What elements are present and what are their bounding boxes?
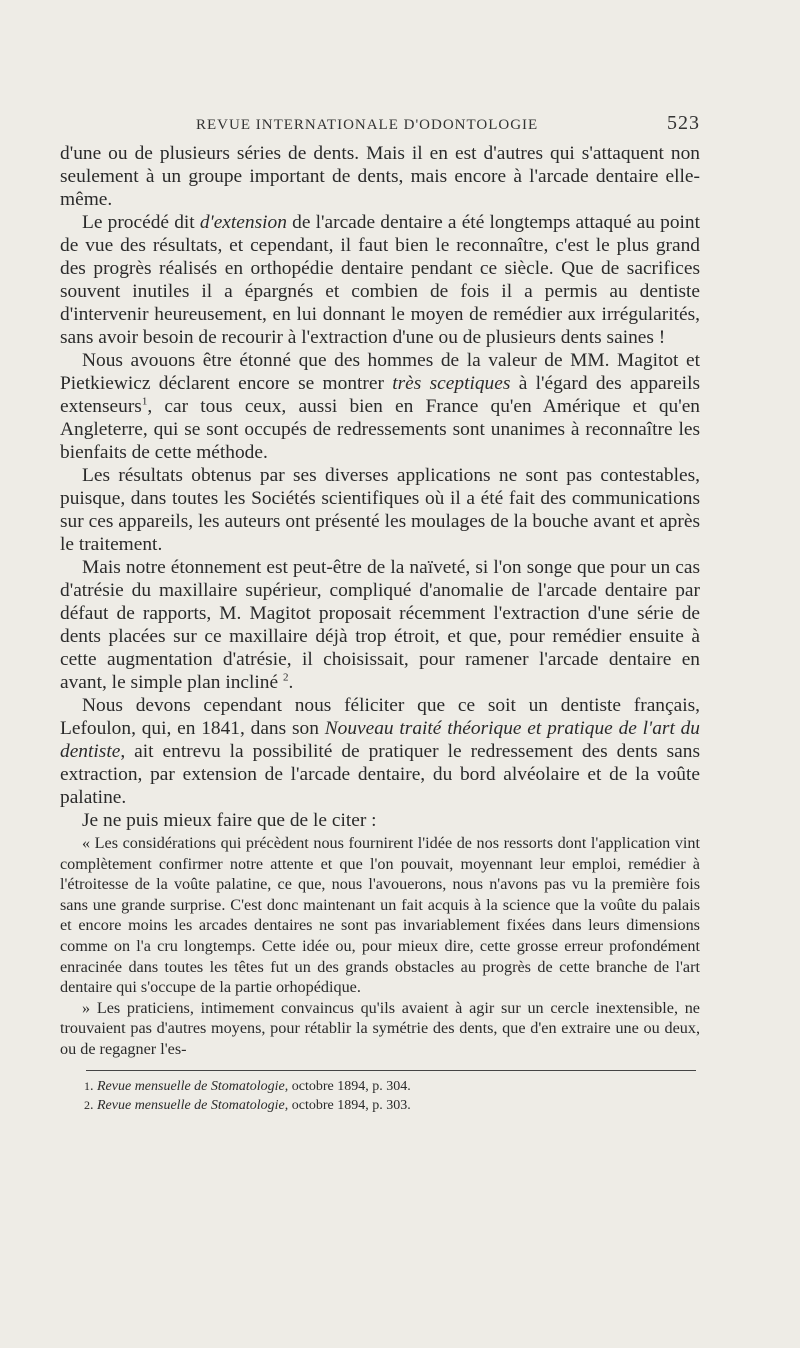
paragraph-5 [60, 556, 700, 694]
block-quote [60, 833, 700, 1060]
paragraph-2-text: Le procédé dit [82, 212, 200, 233]
paragraph-6-italic: Nouveau traité théorique et pratique de l'art du dentiste [60, 718, 701, 762]
quote-paragraph-2: » Les praticiens, intimement convaincus qu'ils avaient à agir sur un cercle inextensible, ne trouvaient pas d'autres moyens, pour rétablir la symétrie des dents, que d'en extraire une ou deux, ou de regagner l'es- [60, 998, 700, 1058]
paragraph-5-text: Mais notre étonnement est peut-être de la naïveté, si l'on songe que pour un cas d'atrésie du maxillaire supérieur, compliqué d'anomalie de l'arcade dentaire par défaut de rapports, M. Magitot proposait récemment l'extraction d'une série de dents placées sur ce maxillaire déjà trop étroit, et que, pour remédier ensuite à cette augmentation d'atrésie, il choisissait, pour ramener l'arcade dentaire en avant, le simple plan incliné [60, 557, 700, 693]
body-text [60, 142, 700, 832]
footnote-ref-1: 1 [141, 395, 148, 408]
paragraph-5-text-end: . [288, 672, 294, 693]
paragraph-6 [60, 694, 700, 809]
footnote-2-marker: 2 [84, 1097, 90, 1112]
footnote-1-marker: 1 [84, 1078, 90, 1093]
paragraph-3-italic: très sceptiques [392, 373, 511, 394]
quote-paragraph-1: « Les considérations qui précèdent nous fournirent l'idée de nos ressorts dont l'application vint complètement confirmer notre attente et que l'on pouvait, moyennant leur emploi, remédier à l'étroitesse de la voûte palatine, ce que, nous l'avouerons, nous n'avons pas vu la première fois sans une grande surprise. C'est donc maintenant un fait acquis à la science que la voûte du palais et encore moins les arcades dentaires ne sont pas invariablement fixées dans leurs dimensions comme on l'a cru longtemps. Cette idée ou, pour mieux dire, cette grosse erreur profondément enracinée dans toutes les têtes fut un des grands obstacles au progrès de cette branche de l'art dentaire qui s'occupe de la partie orhopédique. [60, 834, 700, 997]
paragraph-2-italic: d'extension [199, 212, 287, 233]
paragraph-2 [60, 211, 700, 349]
paragraph-3-text-end: , car tous ceux, aussi bien en France qu'en Amérique et qu'en Angleterre, qui se sont occupés de redressements sont unanimes à reconnaître les bienfaits de cette méthode. [60, 396, 700, 463]
footnote-2-details: , octobre 1894, p. 303. [284, 1097, 411, 1113]
footnote-1: 1. Revue mensuelle de Stomatologie, octobre 1894, p. 304. [84, 1078, 411, 1094]
paragraph-3 [60, 349, 700, 464]
book-page [60, 112, 700, 1115]
paragraph-7: Je ne puis mieux faire que de le citer : [82, 810, 377, 831]
paragraph-3-text-middle: à l'égard des appareils extenseurs [60, 373, 701, 417]
footnote-1-title: Revue mensuelle de Stomatologie [97, 1078, 285, 1094]
paragraph-6-text-end: , ait entrevu la possibilité de pratiquer le redressement des dents sans extraction, par extension de l'arcade dentaire, du bord alvéolaire et de la voûte palatine. [60, 741, 700, 808]
paragraph-4: Les résultats obtenus par ses diverses applications ne sont pas contestables, puisque, dans toutes les Sociétés scientifiques où il a été fait des communications sur ces appareils, les auteurs ont présenté les moulages de la bouche avant et après le traitement. [60, 465, 700, 555]
paragraph-2-text-end: de l'arcade dentaire a été longtemps attaqué au point de vue des résultats, et cependant, il faut bien le reconnaître, c'est le plus grand des progrès réalisés en orthopédie dentaire pendant ce siècle. Que de sacrifices souvent inutiles il a épargnés et combien de fois il a permis au dentiste d'intervenir heureusement, en lui donnant le moyen de remédier aux irrégularités, sans avoir besoin de recourir à l'extraction d'une ou de plusieurs dents saines ! [60, 212, 700, 348]
page-header [60, 112, 700, 142]
paragraph-6-text: Nous devons cependant nous féliciter que ce soit un dentiste français, Lefoulon, qui, en 1841, dans son [60, 695, 700, 739]
footnote-2-title: Revue mensuelle de Stomatologie [97, 1097, 285, 1113]
footnote-ref-2: 2 [282, 671, 289, 684]
paragraph-1: d'une ou de plusieurs séries de dents. Mais il en est d'autres qui s'attaquent non seulement à un groupe important de dents, mais encore à l'arcade dentaire elle-même. [60, 143, 700, 210]
running-title: REVUE INTERNATIONALE D'ODONTOLOGIE [196, 117, 539, 133]
footnote-2: 2. Revue mensuelle de Stomatologie, octobre 1894, p. 303. [84, 1097, 411, 1113]
paragraph-3-text: Nous avouons être étonné que des hommes de la valeur de MM. Magitot et Pietkiewicz déclarent encore se montrer [60, 350, 700, 394]
footnote-divider [86, 1070, 696, 1071]
footnote-1-details: , octobre 1894, p. 304. [284, 1078, 411, 1094]
footnotes [84, 1077, 700, 1115]
page-number: 523 [667, 112, 700, 134]
